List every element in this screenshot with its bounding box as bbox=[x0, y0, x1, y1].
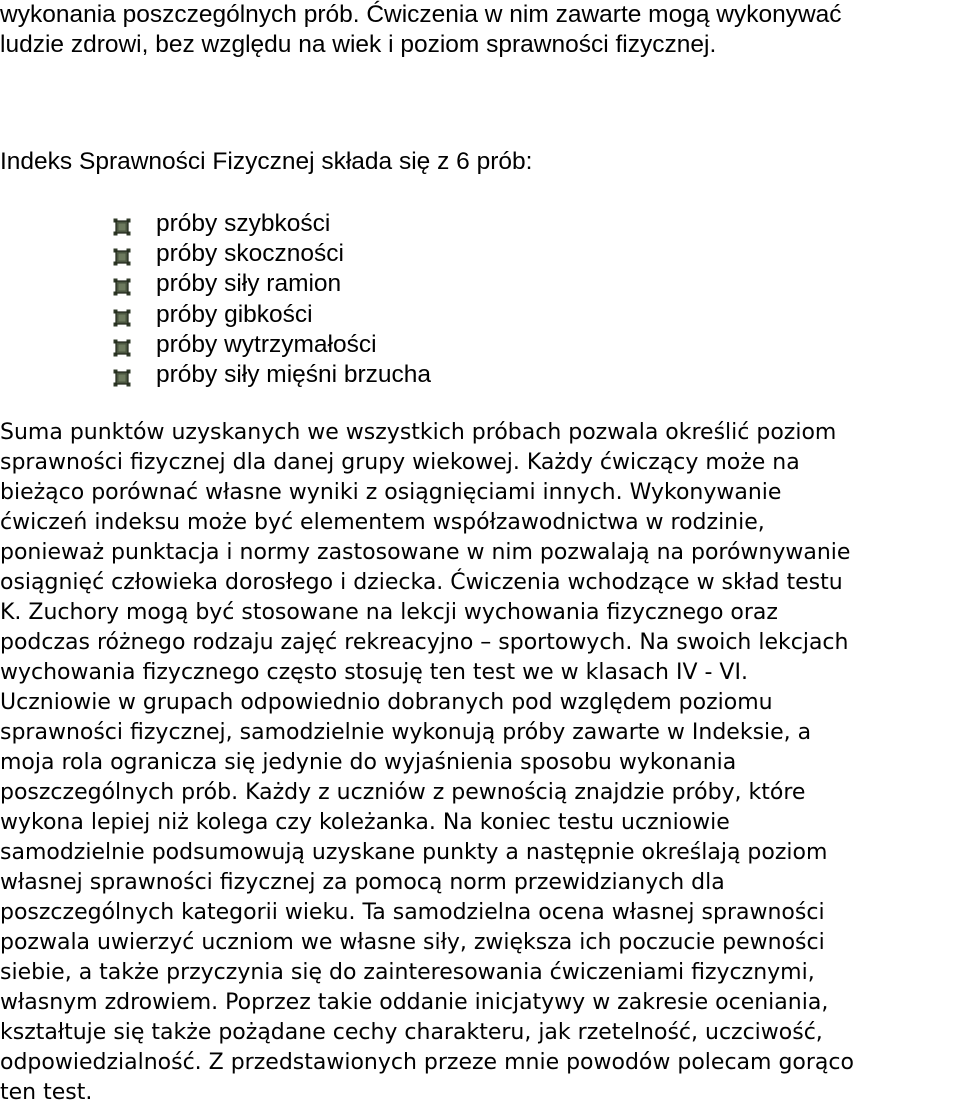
list-item-label: próby gibkości bbox=[156, 300, 313, 328]
square-bullet-icon bbox=[113, 335, 131, 353]
intro-paragraph: wykonania poszczególnych prób. Ćwiczenia w nim zawarte mogą wykonywać ludzie zdrowi, bez względu na wiek i poziom sprawności fizycznej. bbox=[0, 1, 842, 58]
square-bullet-icon bbox=[113, 274, 131, 292]
list-item-label: próby siły mięśni brzucha bbox=[156, 360, 432, 388]
list-item-label: próby wytrzymałości bbox=[156, 330, 377, 358]
square-bullet-icon bbox=[113, 214, 131, 232]
list-item-label: próby skoczności bbox=[156, 240, 344, 268]
list-heading: Indeks Sprawności Fizycznej składa się z 6 prób: bbox=[0, 148, 533, 175]
square-bullet-icon bbox=[113, 244, 131, 262]
square-bullet-icon bbox=[113, 305, 131, 323]
square-bullet-icon bbox=[113, 365, 131, 383]
body-paragraph: Suma punktów uzyskanych we wszystkich próbach pozwala określić poziom sprawności fizycznej dla danej grupy wiekowej. Każdy ćwiczący może na bieżąco porównać własne wyniki z osiągnięciami innych. Wykonywanie ćwiczeń indeksu może być elementem współzawodnictwa w rodzinie, ponieważ punktacja i normy zastosowane w nim pozwalają na porównywanie osiągnięć człowieka dorosłego i dziecka. Ćwiczenia wchodzące w skład testu K. Zuchory mogą być stosowane na lekcji wychowania fizycznego oraz podczas różnego rodzaju zajęć rekreacyjno – sportowych. Na swoich lekcjach wychowania fizycznego często stosuję ten test we w klasach IV - VI. Uczniowie w grupach odpowiednio dobranych pod względem poziomu sprawności fizycznej, samodzielnie wykonują próby zawarte w Indeksie, a moja rola ogranicza się jedynie do wyjaśnienia sposobu wykonania poszczególnych prób. Każdy z uczniów z pewnością znajdzie próby, które wykona lepiej niż kolega czy koleżanka. Na koniec testu uczniowie samodzielnie podsumowują uzyskane punkty a następnie określają poziom własnej sprawności fizycznej za pomocą norm przewidzianych dla poszczególnych kategorii wieku. Ta samodzielna ocena własnej sprawności pozwala uwierzyć uczniom we własne siły, zwiększa ich poczucie pewności siebie, a także przyczynia się do zainteresowania ćwiczeniami fizycznymi, własnym zdrowiem. Poprzez takie oddanie inicjatywy w zakresie oceniania, kształtuje się także pożądane cechy charakteru, jak rzetelność, uczciwość, odpowiedzialność. Z przedstawionych przeze mnie powodów polecam gorąco ten test. bbox=[0, 420, 854, 1105]
list-item-label: próby szybkości bbox=[156, 210, 331, 237]
list-item-label: próby siły ramion bbox=[156, 270, 342, 298]
